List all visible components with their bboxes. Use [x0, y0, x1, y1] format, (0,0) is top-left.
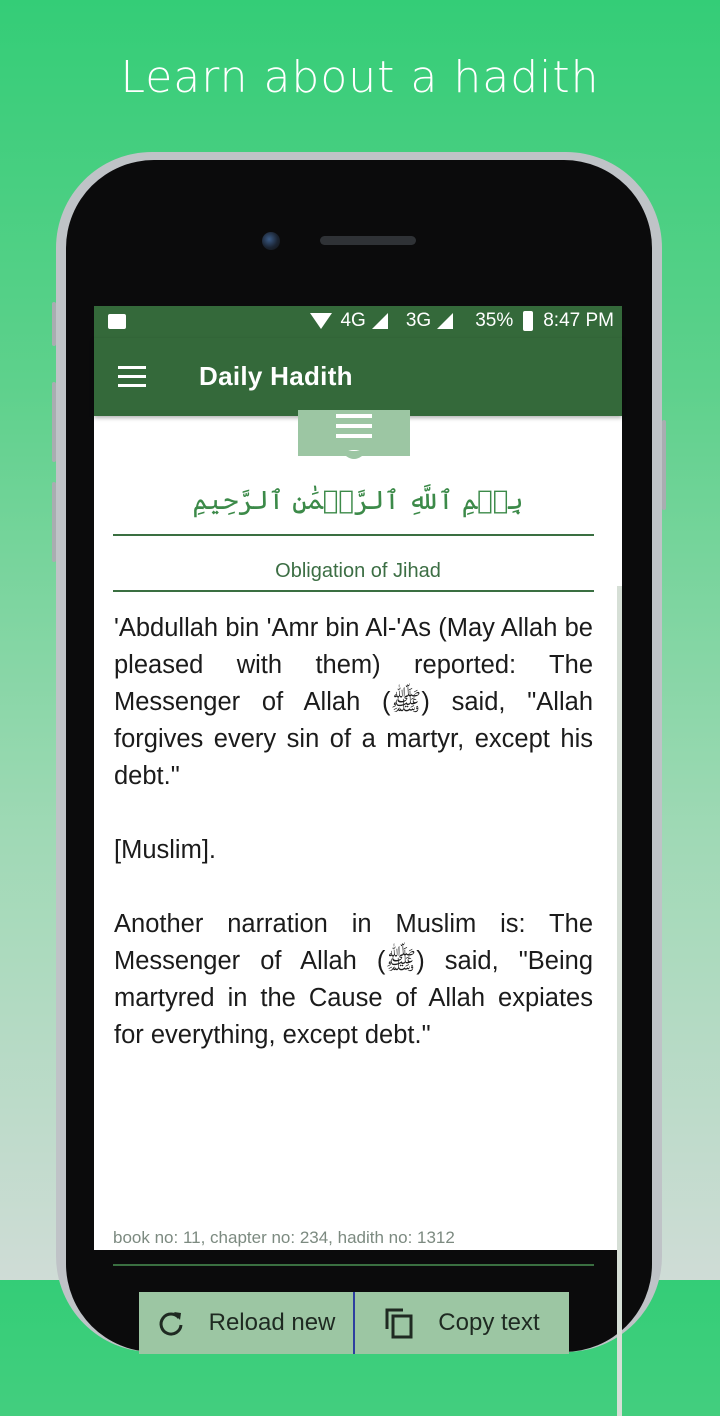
hadith-paragraph-3: Another narration in Muslim is: The Messenger of Allah (ﷺ) said, "Being martyred in the Cause of Allah expiates for everything, except debt." [114, 910, 594, 1049]
gallery-notification-icon [108, 314, 126, 329]
book-icon [298, 410, 410, 462]
earpiece-speaker [320, 236, 416, 245]
network-type-2: 3G [405, 310, 432, 331]
divider-top [113, 534, 594, 536]
divider-bottom [113, 1264, 594, 1266]
app-bar [94, 338, 622, 416]
hadith-reference: book no: 11, chapter no: 234, hadith no: 1312 [113, 1228, 455, 1247]
hadith-paragraph-2: [Muslim]. [114, 836, 216, 864]
scroll-indicator[interactable] [617, 586, 622, 1416]
reload-new-button[interactable] [139, 1292, 353, 1354]
copy-text-button[interactable] [353, 1292, 569, 1354]
hadith-content [94, 416, 622, 1336]
signal-icon-2 [437, 313, 453, 329]
front-camera [262, 232, 280, 250]
menu-icon[interactable] [118, 366, 146, 388]
phone-volume-down [52, 482, 56, 562]
divider-middle [113, 590, 594, 592]
status-indicators [310, 310, 614, 332]
battery-percentage: 35% [475, 310, 514, 331]
reload-icon [157, 1309, 185, 1337]
phone-mute-switch [52, 302, 56, 346]
network-type-1: 4G [340, 310, 366, 331]
hadith-text [114, 610, 593, 1091]
wifi-icon [310, 313, 332, 329]
copy-icon [384, 1307, 414, 1339]
phone-volume-up [52, 382, 56, 462]
battery-icon [523, 311, 533, 331]
hadith-paragraph-1: 'Abdullah bin 'Amr bin Al-'As (May Allah be pleased with them) reported: The Messenger of Allah (ﷺ) said, "Allah forgives every sin of a martyr, except his debt." [114, 614, 594, 790]
bismillah-text: بِسۡمِ ٱللَّهِ ٱلرَّحۡمَٰنِ ٱلرَّحِيمِ [192, 486, 524, 516]
clock: 8:47 PM [543, 310, 614, 331]
copy-text-label: Copy text [438, 1309, 540, 1336]
phone-power-button [662, 420, 666, 510]
reload-new-label: Reload new [208, 1309, 336, 1336]
phone-screen [94, 306, 622, 1336]
signal-icon-1 [372, 313, 388, 329]
chapter-title: Obligation of Jihad [275, 560, 441, 582]
action-bar [139, 1292, 569, 1354]
status-bar [94, 306, 622, 338]
promo-headline: Learn about a hadith [120, 52, 600, 103]
app-title: Daily Hadith [199, 361, 353, 391]
